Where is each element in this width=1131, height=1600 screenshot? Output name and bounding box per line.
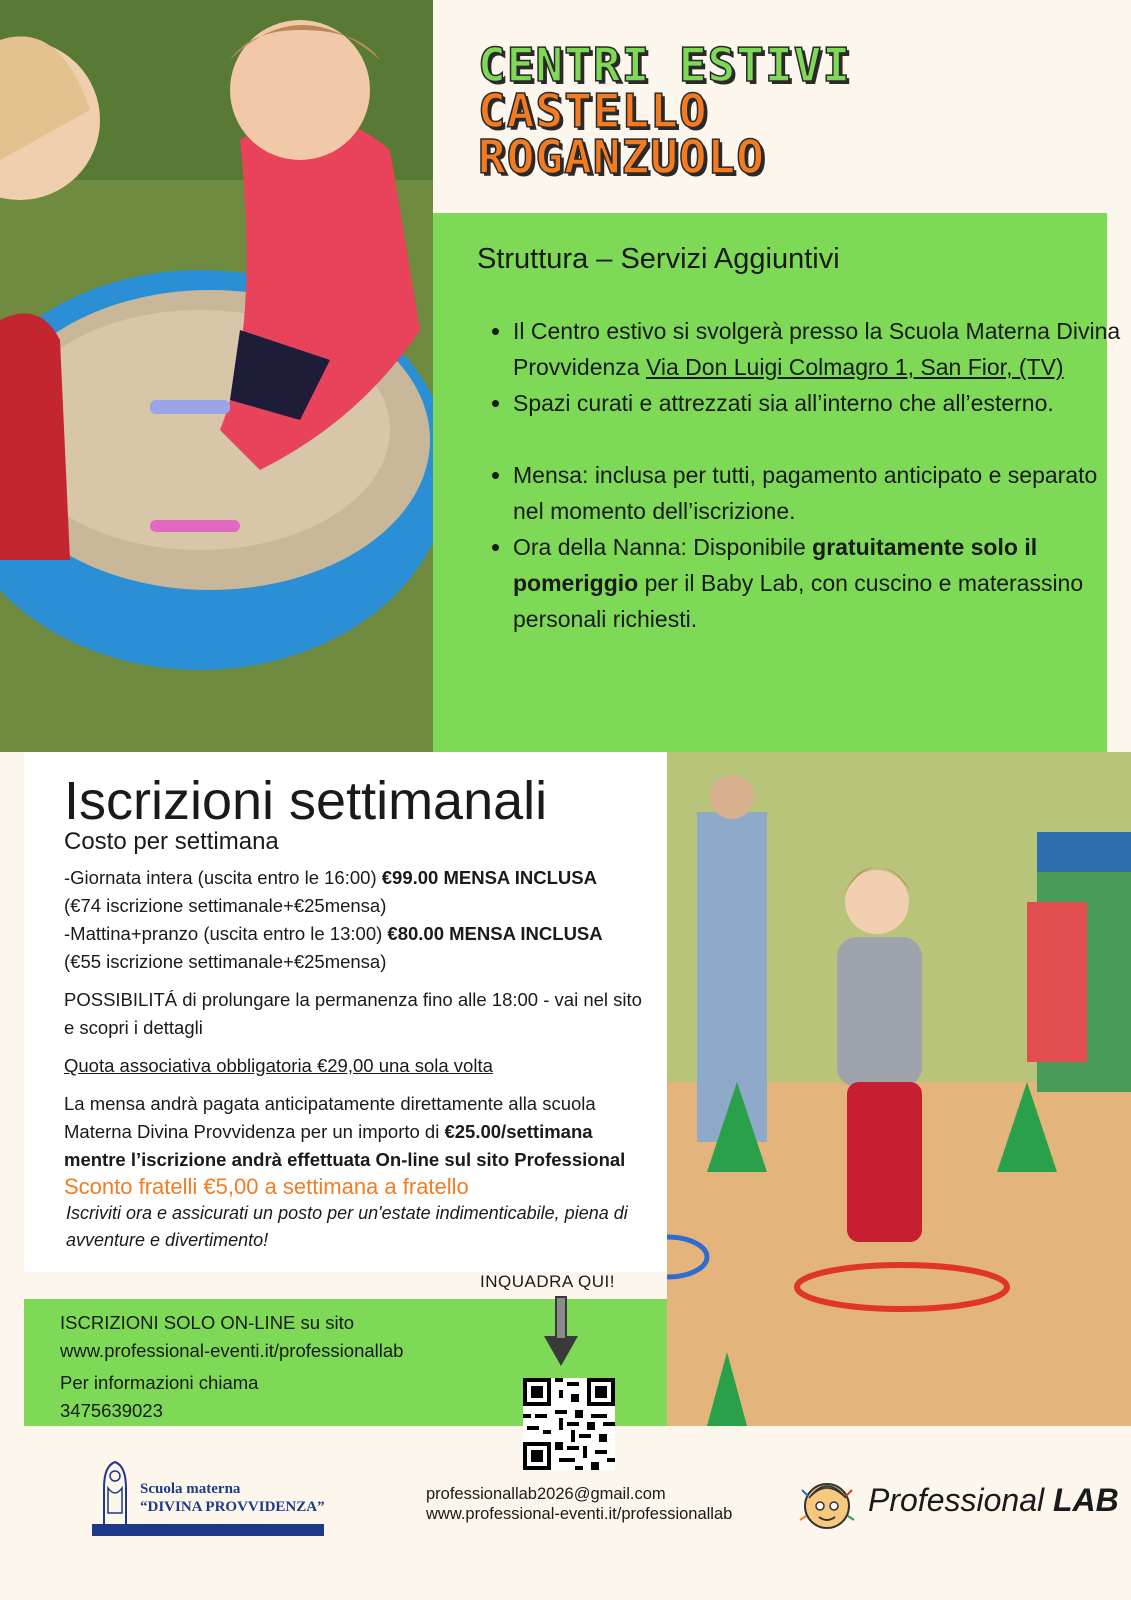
school-name	[140, 1480, 325, 1516]
half-day-price: €80.00 MENSA INCLUSA	[387, 923, 603, 944]
list-item: • Mensa: inclusa per tutti, pagamento anticipato e separato nel momento dell’iscrizione.	[513, 457, 1123, 529]
phone-label: Per informazioni chiama	[60, 1372, 259, 1393]
brand-bold: LAB	[1052, 1482, 1119, 1518]
qr-code-icon[interactable]	[523, 1378, 615, 1470]
email-link[interactable]: professionallab2026@gmail.com	[426, 1485, 666, 1503]
school-name-line-2: “DIVINA PROVVIDENZA”	[140, 1499, 325, 1515]
online-only-label: ISCRIZIONI SOLO ON-LINE su sito	[60, 1312, 355, 1333]
full-day-price: €99.00 MENSA INCLUSA	[381, 867, 597, 888]
title-line-3: ROGANZUOLO	[478, 130, 765, 184]
kids-photo	[667, 752, 1131, 1426]
half-day-label: -Mattina+pranzo (uscita entro le 13:00)	[64, 923, 388, 944]
services-panel	[433, 213, 1121, 752]
cost-title: Costo per settimana	[64, 828, 279, 855]
online-only-text	[60, 1309, 403, 1365]
sandbox-photo	[0, 0, 433, 752]
membership-fee: Quota associativa obbligatoria €29,00 una sola volta	[64, 1055, 493, 1076]
nap-text: Ora della Nanna: Disponibile	[513, 534, 813, 560]
arrow-down-icon	[544, 1296, 578, 1373]
footer-contacts	[426, 1484, 732, 1524]
professional-lab-brand	[868, 1482, 1119, 1519]
nap-text-end: per il Baby Lab, con cuscino e materassino personali richiesti.	[513, 570, 1084, 632]
services-heading: Struttura – Servizi Aggiuntivi	[477, 243, 840, 275]
title-line-1: CENTRI ESTIVI	[478, 38, 852, 92]
phone-number[interactable]: 3475639023	[60, 1400, 163, 1421]
services-list	[477, 313, 1123, 637]
qr-hint: INQUADRA QUI!	[480, 1272, 615, 1291]
canteen-info: La mensa andrà pagata anticipatamente direttamente alla scuola Materna Divina Provvidenza per un importo di	[64, 1093, 596, 1142]
call-to-action: Iscriviti ora e assicurati un posto per un'estate indimenticabile, piena di avventure e divertimento!	[66, 1203, 628, 1250]
footer-website-link[interactable]: www.professional-eventi.it/professionallab	[426, 1505, 733, 1523]
title-line-2: CASTELLO	[478, 84, 708, 138]
school-logo-bar	[92, 1524, 324, 1536]
registration-panel	[24, 752, 667, 1272]
phone-info	[60, 1369, 403, 1425]
canteen-bold: €25.00/settimana mentre l’iscrizione andrà effettuata On-line sul sito Professional	[64, 1121, 626, 1170]
website-link[interactable]: www.professional-eventi.it/professionallab	[60, 1340, 404, 1361]
canteen-text	[64, 1090, 654, 1174]
registration-heading: Iscrizioni settimanali	[64, 771, 548, 831]
full-day-label: -Giornata intera (uscita entro le 16:00)	[64, 867, 382, 888]
list-item: • Spazi curati e attrezzati sia all’interno che all’esterno.	[513, 385, 1123, 421]
sibling-discount: Sconto fratelli €5,00 a settimana a fratello	[64, 1174, 469, 1199]
list-item	[513, 529, 1123, 637]
school-name-line-1: Scuola materna	[140, 1481, 241, 1497]
professional-lab-logo-icon	[796, 1470, 858, 1538]
page-title	[478, 38, 1118, 184]
nap-bold-text: gratuitamente solo il pomeriggio	[513, 534, 1038, 596]
list-item	[513, 313, 1123, 385]
full-day-detail: (€74 iscrizione settimanale+€25mensa)	[64, 895, 387, 916]
brand-light: Professional	[868, 1482, 1053, 1518]
price-full-day	[64, 864, 654, 976]
extend-text: POSSIBILITÁ di prolungare la permanenza fino alle 18:00 - vai nel sito e scopri i dettagli	[64, 989, 642, 1038]
address-link[interactable]: Via Don Luigi Colmagro 1, San Fior, (TV)	[645, 354, 1064, 380]
location-text: Il Centro estivo si svolgerà presso la Scuola Materna Divina Provvidenza	[513, 318, 1121, 380]
registration-body	[64, 864, 654, 1254]
half-day-detail: (€55 iscrizione settimanale+€25mensa)	[64, 951, 387, 972]
